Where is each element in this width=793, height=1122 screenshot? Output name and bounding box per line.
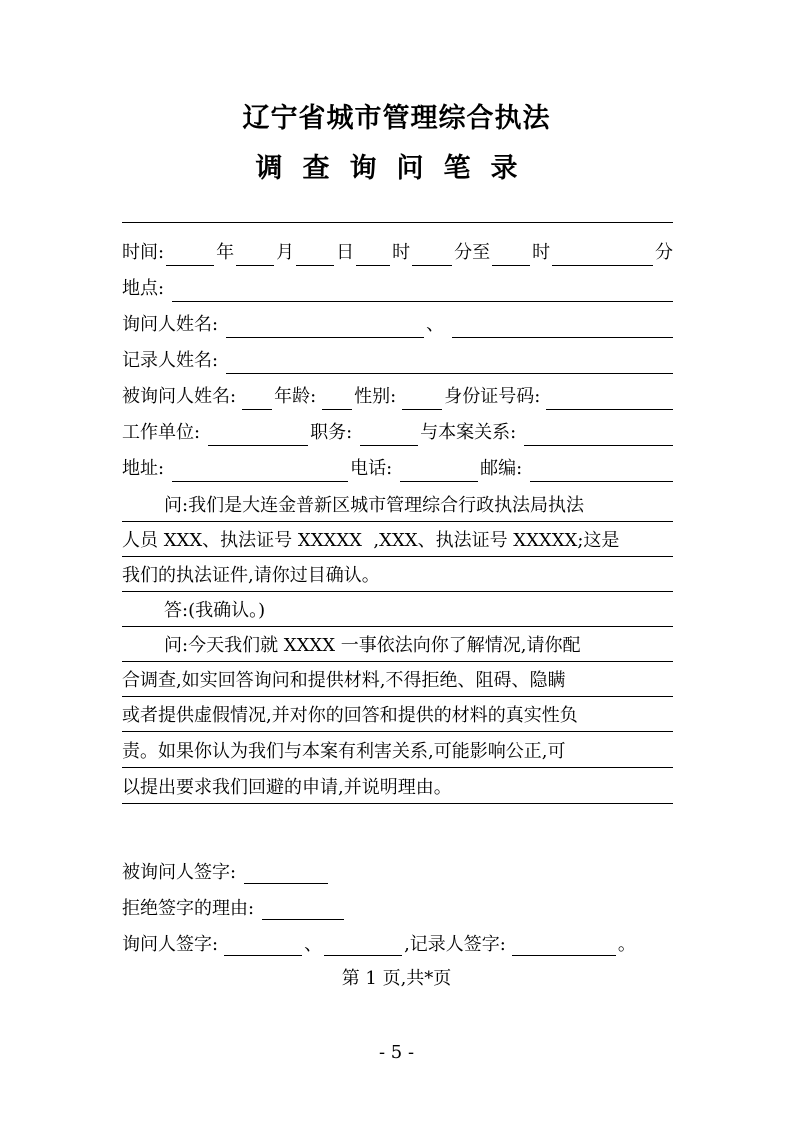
place-label: 地点:	[122, 278, 165, 299]
interviewee-signature-field[interactable]	[244, 863, 328, 884]
question-2-text-5: 以提出要求我们回避的申请,并说明理由。	[122, 777, 452, 798]
interviewee-row	[122, 380, 673, 410]
relation-field[interactable]	[524, 425, 673, 446]
age-field[interactable]	[322, 389, 352, 410]
minute2-label: 分	[655, 242, 673, 263]
postcode-field[interactable]	[530, 461, 673, 482]
time-row	[122, 236, 673, 266]
id-label: 身份证号码:	[444, 386, 541, 407]
id-field[interactable]	[546, 389, 673, 410]
answer-1-line	[122, 593, 673, 627]
question-2-text-4: 责。如果你认为我们与本案有利害关系,可能影响公正,可	[122, 741, 566, 762]
place-field[interactable]	[172, 281, 673, 302]
place-row	[122, 272, 673, 302]
question-1-line-3	[122, 558, 673, 592]
interviewer1-field[interactable]	[226, 317, 424, 338]
day-field[interactable]	[296, 245, 334, 266]
address-row	[122, 452, 673, 482]
page-info: 第 1 页,共*页	[341, 968, 452, 989]
interviewer-row	[122, 308, 673, 338]
interviewer-signature-field-1[interactable]	[224, 935, 302, 956]
interviewer-signature-label: 询问人签字:	[122, 934, 219, 955]
year-label: 年	[216, 242, 235, 263]
recorder-signature-label: ,记录人签字:	[404, 934, 506, 955]
hour-label: 时	[392, 242, 411, 263]
interviewee-label: 被询问人姓名:	[122, 386, 237, 407]
minute2-field[interactable]	[552, 245, 653, 266]
interviewer-label: 询问人姓名:	[122, 314, 219, 335]
address-label: 地址:	[122, 458, 165, 479]
relation-label: 与本案关系:	[420, 422, 517, 443]
question-2-line-2	[122, 663, 673, 697]
interviewer-signature-separator: 、	[304, 934, 323, 955]
answer-1-text: 答:(我确认。)	[164, 600, 266, 621]
form-title-doc: 调查询问笔录	[255, 153, 538, 184]
work-unit-field[interactable]	[208, 425, 308, 446]
postcode-label: 邮编:	[480, 458, 523, 479]
question-2-line-3	[122, 698, 673, 732]
recorder-row	[122, 344, 673, 374]
interviewer-separator: 、	[426, 314, 445, 335]
refuse-reason-field[interactable]	[262, 899, 344, 920]
address-field[interactable]	[172, 461, 348, 482]
age-label: 年龄:	[274, 386, 317, 407]
page-number: - 5 -	[378, 1042, 415, 1063]
recorder-field[interactable]	[226, 353, 673, 374]
hour2-field[interactable]	[492, 245, 530, 266]
question-2-line-1	[122, 628, 673, 662]
work-unit-label: 工作单位:	[122, 422, 201, 443]
month-label: 月	[276, 242, 295, 263]
question-1-text-1: 问:我们是大连金普新区城市管理综合行政执法局执法	[164, 495, 585, 516]
interviewee-name-field[interactable]	[242, 389, 272, 410]
time-label: 时间:	[122, 242, 165, 263]
day-label: 日	[336, 242, 355, 263]
minute-field[interactable]	[412, 245, 452, 266]
question-1-text-2: 人员 XXX、执法证号 XXXXX ,XXX、执法证号 XXXXX;这是	[122, 530, 620, 551]
question-2-line-5	[122, 770, 673, 804]
question-2-text-3: 或者提供虚假情况,并对你的回答和提供的材料的真实性负	[122, 705, 578, 726]
month-field[interactable]	[236, 245, 274, 266]
minute-to-label: 分至	[454, 242, 491, 263]
recorder-signature-field[interactable]	[512, 935, 616, 956]
form-title-org: 辽宁省城市管理综合执法	[242, 103, 551, 134]
interviewer-signature-row	[122, 926, 673, 956]
position-field[interactable]	[360, 425, 418, 446]
end-mark: 。	[617, 934, 636, 955]
position-label: 职务:	[310, 422, 353, 443]
recorder-label: 记录人姓名:	[122, 350, 219, 371]
question-1-line-2	[122, 523, 673, 557]
hour2-label: 时	[532, 242, 551, 263]
gender-label: 性别:	[354, 386, 397, 407]
question-2-text-2: 合调查,如实回答询问和提供材料,不得拒绝、阻碍、隐瞒	[122, 670, 566, 691]
refuse-reason-row	[122, 890, 346, 920]
hour-field[interactable]	[356, 245, 390, 266]
interviewer-signature-field-2[interactable]	[324, 935, 402, 956]
year-field[interactable]	[166, 245, 214, 266]
question-1-line-1	[122, 488, 673, 522]
phone-field[interactable]	[400, 461, 478, 482]
phone-label: 电话:	[350, 458, 393, 479]
interviewee-signature-row	[122, 854, 330, 884]
question-1-text-3: 我们的执法证件,请你过目确认。	[122, 565, 380, 586]
header-rule	[122, 222, 673, 223]
question-2-text-1: 问:今天我们就 XXXX 一事依法向你了解情况,请你配	[164, 635, 581, 656]
interviewee-signature-label: 被询问人签字:	[122, 862, 237, 883]
question-2-line-4	[122, 734, 673, 768]
gender-field[interactable]	[402, 389, 442, 410]
interviewer2-field[interactable]	[452, 317, 673, 338]
work-unit-row	[122, 416, 673, 446]
refuse-reason-label: 拒绝签字的理由:	[122, 898, 255, 919]
